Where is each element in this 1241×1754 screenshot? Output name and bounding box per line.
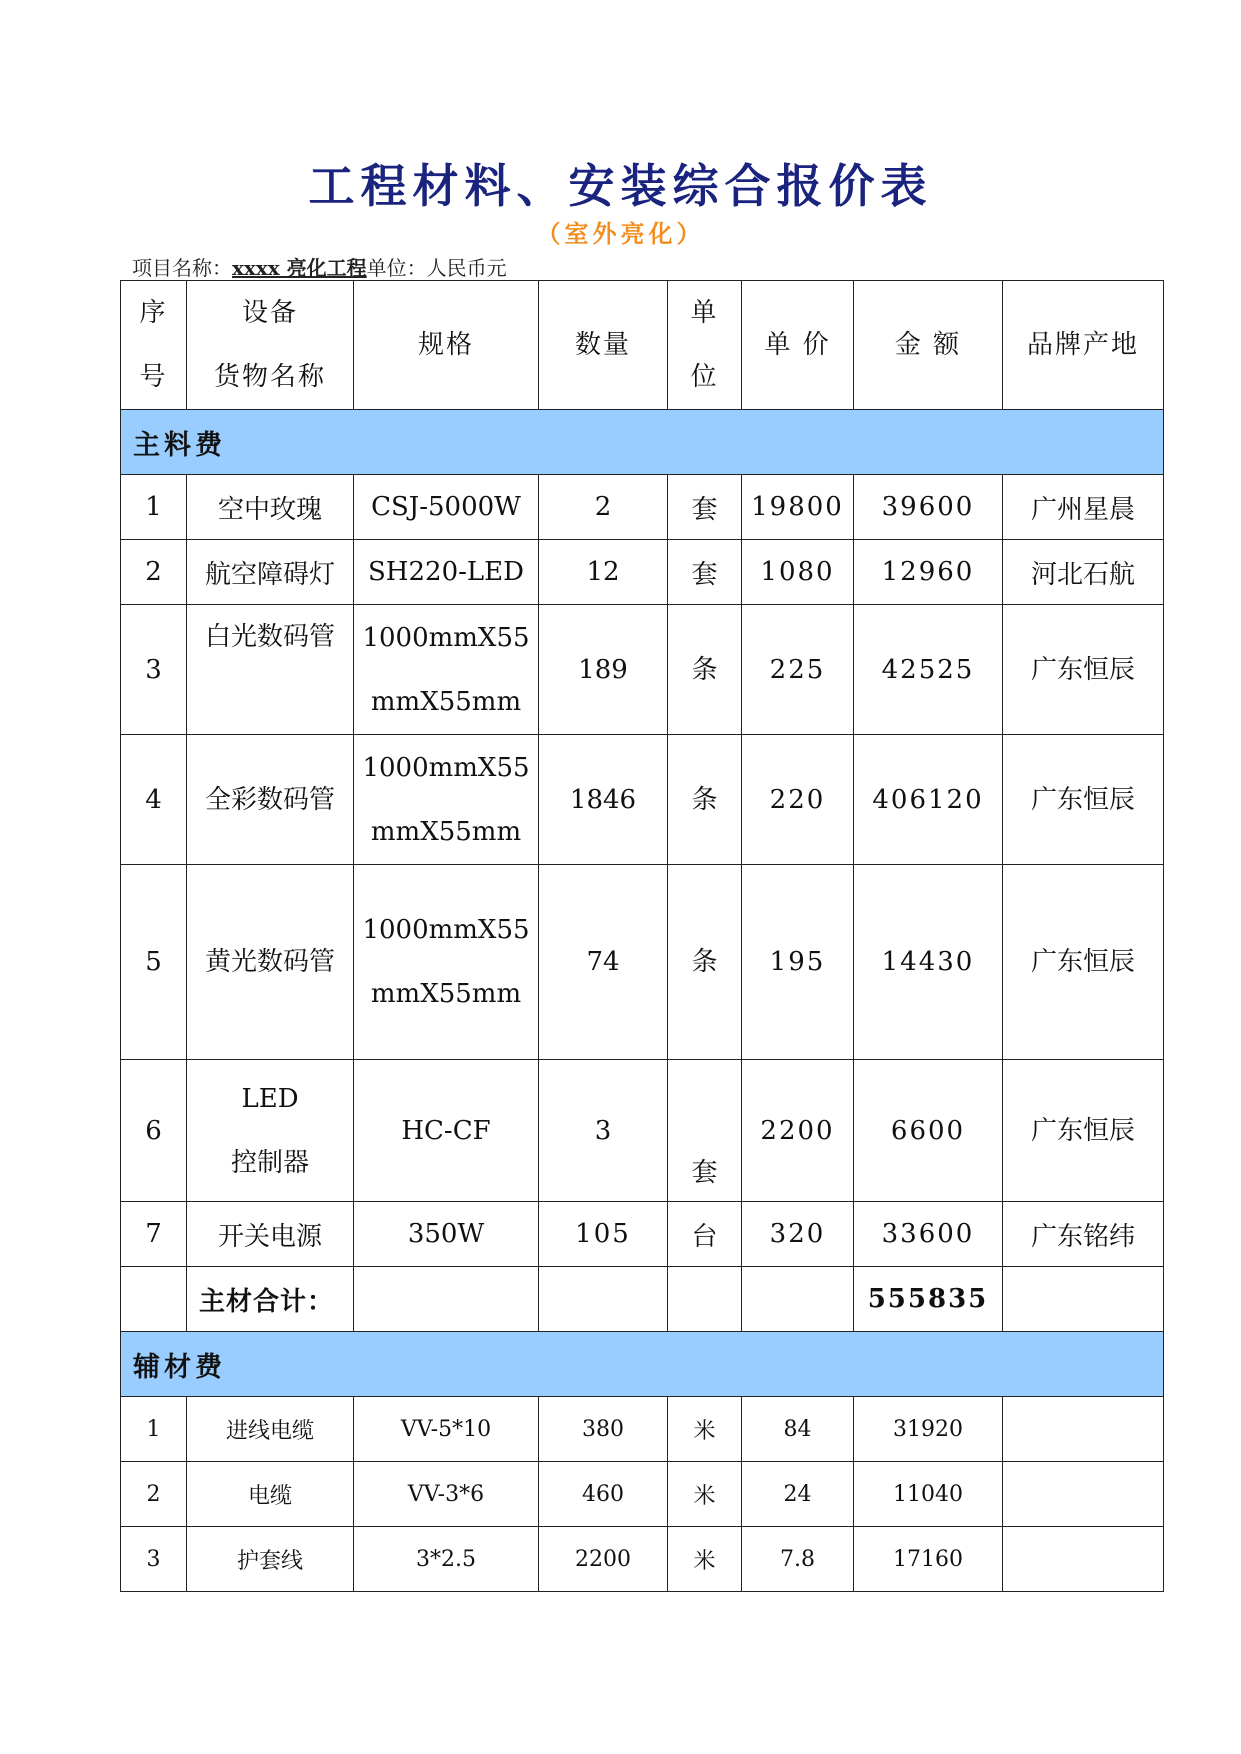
- cell-unit: 条: [668, 605, 742, 735]
- table-row: [121, 1462, 1164, 1527]
- cell-empty: [539, 1267, 668, 1332]
- cell-spec: CSJ-5000W: [354, 475, 539, 540]
- cell-seq: 6: [121, 1060, 187, 1202]
- table-row: [121, 1527, 1164, 1592]
- cell-seq: 3: [121, 605, 187, 735]
- cell-price: 220: [742, 735, 854, 865]
- cell-spec: HC-CF: [354, 1060, 539, 1202]
- cell-empty: [668, 1267, 742, 1332]
- cell-empty: [742, 1267, 854, 1332]
- cell-empty: [1003, 1267, 1164, 1332]
- header-seq: 序 号: [121, 281, 187, 410]
- cell-seq: 1: [121, 475, 187, 540]
- cell-spec: 1000mmX55 mmX55mm: [354, 605, 539, 735]
- cell-price: 320: [742, 1202, 854, 1267]
- table-row: [121, 1397, 1164, 1462]
- table-row: [121, 475, 1164, 540]
- cell-price: 84: [742, 1397, 854, 1462]
- cell-unit: 米: [668, 1397, 742, 1462]
- cell-seq: 3: [121, 1527, 187, 1592]
- cell-unit: 套: [668, 540, 742, 605]
- project-line: [132, 252, 507, 281]
- header-price: 单 价: [742, 281, 854, 410]
- cell-brand: 广州星晨: [1003, 475, 1164, 540]
- cell-qty: 74: [539, 865, 668, 1060]
- cell-price: 195: [742, 865, 854, 1060]
- cell-price: 1080: [742, 540, 854, 605]
- total-row: [121, 1267, 1164, 1332]
- cell-price: 7.8: [742, 1527, 854, 1592]
- header-name: 设备 货物名称: [187, 281, 354, 410]
- cell-name: LED 控制器: [187, 1060, 354, 1202]
- cell-seq: 2: [121, 1462, 187, 1527]
- total-value: 555835: [854, 1267, 1003, 1332]
- section-aux-title: 辅材费: [121, 1332, 1164, 1397]
- cell-brand: 广东恒辰: [1003, 865, 1164, 1060]
- section-aux-row: [121, 1332, 1164, 1397]
- cell-unit: 套: [668, 475, 742, 540]
- header-spec: 规格: [354, 281, 539, 410]
- table-row: [121, 865, 1164, 1060]
- header-unit: 单 位: [668, 281, 742, 410]
- cell-name: 黄光数码管: [187, 865, 354, 1060]
- cell-amount: 11040: [854, 1462, 1003, 1527]
- cell-qty: 380: [539, 1397, 668, 1462]
- header-amount: 金 额: [854, 281, 1003, 410]
- cell-seq: 2: [121, 540, 187, 605]
- table-row: [121, 735, 1164, 865]
- cell-amount: 42525: [854, 605, 1003, 735]
- cell-brand: [1003, 1462, 1164, 1527]
- cell-unit: 套: [668, 1060, 742, 1202]
- cell-price: 225: [742, 605, 854, 735]
- cell-unit: 条: [668, 865, 742, 1060]
- cell-qty: 3: [539, 1060, 668, 1202]
- cell-brand: [1003, 1527, 1164, 1592]
- table-row: [121, 1060, 1164, 1202]
- project-label: 项目名称：: [132, 256, 232, 280]
- cell-name: 白光数码管: [187, 605, 354, 735]
- document-subtitle: （室外亮化）: [536, 220, 705, 248]
- cell-unit: 台: [668, 1202, 742, 1267]
- section-main-title: 主料费: [121, 410, 1164, 475]
- cell-name: 航空障碍灯: [187, 540, 354, 605]
- cell-amount: 33600: [854, 1202, 1003, 1267]
- cell-qty: 12: [539, 540, 668, 605]
- cell-seq: 7: [121, 1202, 187, 1267]
- cell-unit: 米: [668, 1462, 742, 1527]
- cell-qty: 2200: [539, 1527, 668, 1592]
- cell-price: 19800: [742, 475, 854, 540]
- table-row: [121, 605, 1164, 735]
- cell-name: 空中玫瑰: [187, 475, 354, 540]
- cell-amount: 31920: [854, 1397, 1003, 1462]
- cell-spec: VV-5*10: [354, 1397, 539, 1462]
- cell-qty: 460: [539, 1462, 668, 1527]
- project-name: xxxx 亮化工程: [232, 256, 367, 280]
- cell-qty: 2: [539, 475, 668, 540]
- cell-seq: 5: [121, 865, 187, 1060]
- cell-name: 开关电源: [187, 1202, 354, 1267]
- cell-amount: 39600: [854, 475, 1003, 540]
- cell-amount: 406120: [854, 735, 1003, 865]
- cell-unit: 条: [668, 735, 742, 865]
- header-brand: 品牌产地: [1003, 281, 1164, 410]
- cell-name: 电缆: [187, 1462, 354, 1527]
- cell-unit: 米: [668, 1527, 742, 1592]
- cell-price: 24: [742, 1462, 854, 1527]
- table-row: [121, 1202, 1164, 1267]
- cell-qty: 105: [539, 1202, 668, 1267]
- cell-empty: [354, 1267, 539, 1332]
- cell-qty: 1846: [539, 735, 668, 865]
- cell-amount: 6600: [854, 1060, 1003, 1202]
- cell-qty: 189: [539, 605, 668, 735]
- cell-brand: 广东铭纬: [1003, 1202, 1164, 1267]
- cell-brand: 广东恒辰: [1003, 1060, 1164, 1202]
- section-main-row: [121, 410, 1164, 475]
- cell-spec: 1000mmX55 mmX55mm: [354, 735, 539, 865]
- cell-spec: 1000mmX55 mmX55mm: [354, 865, 539, 1060]
- quotation-table: [120, 280, 1164, 1592]
- cell-amount: 17160: [854, 1527, 1003, 1592]
- cell-name: 护套线: [187, 1527, 354, 1592]
- cell-spec: VV-3*6: [354, 1462, 539, 1527]
- total-label: 主材合计：: [187, 1267, 354, 1332]
- cell-seq: 1: [121, 1397, 187, 1462]
- cell-spec: 350W: [354, 1202, 539, 1267]
- cell-price: 2200: [742, 1060, 854, 1202]
- cell-seq: 4: [121, 735, 187, 865]
- cell-brand: 广东恒辰: [1003, 605, 1164, 735]
- currency-unit: 单位：人民币元: [366, 256, 507, 280]
- cell-amount: 14430: [854, 865, 1003, 1060]
- cell-spec: 3*2.5: [354, 1527, 539, 1592]
- document-title: 工程材料、安装综合报价表: [308, 159, 933, 213]
- cell-name: 进线电缆: [187, 1397, 354, 1462]
- cell-brand: 广东恒辰: [1003, 735, 1164, 865]
- cell-name: 全彩数码管: [187, 735, 354, 865]
- cell-brand: 河北石航: [1003, 540, 1164, 605]
- cell-brand: [1003, 1397, 1164, 1462]
- cell-empty: [121, 1267, 187, 1332]
- cell-spec: SH220-LED: [354, 540, 539, 605]
- header-row: [121, 281, 1164, 410]
- cell-amount: 12960: [854, 540, 1003, 605]
- header-qty: 数量: [539, 281, 668, 410]
- table-row: [121, 540, 1164, 605]
